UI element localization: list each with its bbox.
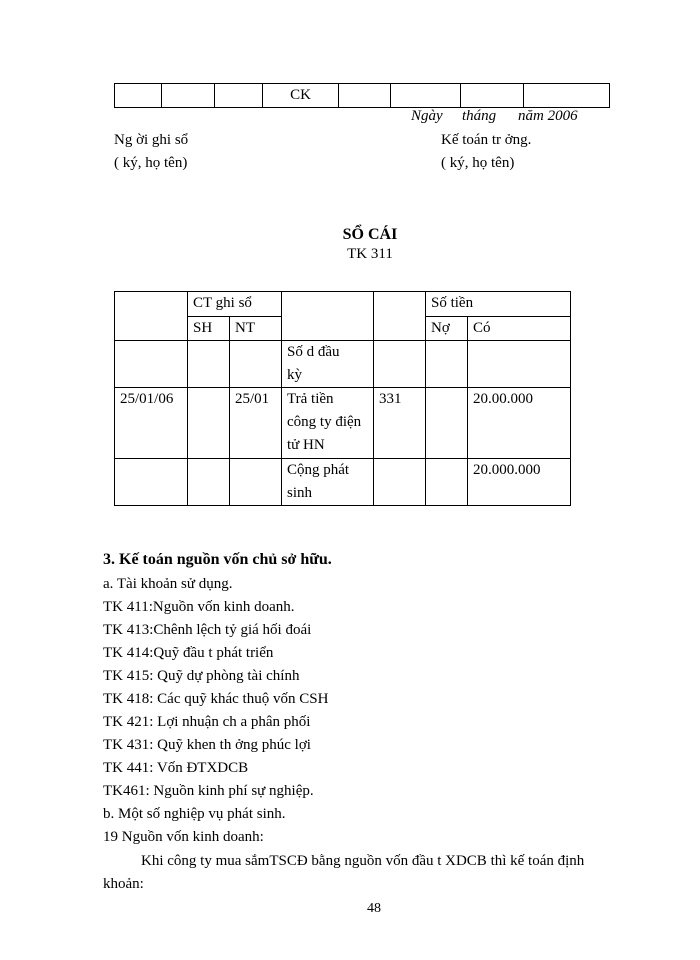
row-debit	[426, 341, 468, 388]
row-desc	[282, 459, 374, 506]
strip-row	[115, 84, 610, 108]
row-date: 25/01/06	[115, 388, 188, 459]
recorder-title: Ng ời ghi sổ	[114, 132, 189, 148]
section-line: TK 415: Quỹ dự phòng tài chính	[103, 668, 300, 684]
section-line: TK 413:Chênh lệch tỷ giá hối đoái	[103, 622, 312, 638]
general-ledger-table	[114, 291, 571, 506]
row-desc	[282, 388, 374, 459]
header-tk-cell	[374, 292, 426, 341]
row-nt	[230, 341, 282, 388]
row-credit: 20.000.000	[468, 459, 571, 506]
row-credit: 20.00.000	[468, 388, 571, 459]
row-tk	[374, 459, 426, 506]
strip-cell	[391, 84, 461, 108]
section-line: TK 441: Vốn ĐTXDCB	[103, 760, 249, 776]
section-line: TK461: Nguồn kinh phí sự nghiệp.	[103, 783, 314, 799]
row-desc-line: Trả tiền	[287, 391, 334, 407]
section-line: TK 431: Quỹ khen th ởng phúc lợi	[103, 737, 311, 753]
row-desc-line: công ty điện	[287, 414, 362, 430]
header-credit: Có	[468, 317, 571, 341]
chief-accountant-note: ( ký, họ tên)	[441, 155, 515, 171]
ledger-account: TK 311	[347, 246, 393, 262]
strip-cell-ck: CK	[263, 84, 339, 108]
row-desc-line: Số d đầu	[287, 344, 340, 360]
strip-cell	[524, 84, 610, 108]
strip-cell	[162, 84, 215, 108]
section-line: TK 411:Nguồn vốn kinh doanh.	[103, 599, 295, 615]
row-date	[115, 459, 188, 506]
header-nt: NT	[230, 317, 282, 341]
row-sh	[188, 459, 230, 506]
row-desc-line: kỳ	[287, 367, 302, 383]
ledger-header-row	[115, 292, 571, 317]
strip-cell	[115, 84, 162, 108]
page-number: 48	[367, 901, 381, 916]
row-credit	[468, 341, 571, 388]
header-amount-group: Số tiền	[426, 292, 571, 317]
section-line: TK 414:Quỹ đầu t phát triển	[103, 645, 274, 661]
strip-cell	[215, 84, 263, 108]
section-line: a. Tài khoản sử dụng.	[103, 576, 233, 592]
table-row	[115, 388, 571, 459]
header-ct-group: CT ghi sổ	[188, 292, 282, 317]
paragraph-line: khoản:	[103, 876, 144, 892]
row-desc-line: Cộng phát	[287, 462, 350, 478]
section-line: TK 421: Lợi nhuận ch a phân phối	[103, 714, 311, 730]
date-day-label: Ngày	[411, 108, 443, 124]
row-tk	[374, 341, 426, 388]
header-desc-cell	[282, 292, 374, 341]
row-date	[115, 341, 188, 388]
recorder-note: ( ký, họ tên)	[114, 155, 188, 171]
row-sh	[188, 341, 230, 388]
row-desc-line: sinh	[287, 485, 313, 501]
row-desc	[282, 341, 374, 388]
header-sh: SH	[188, 317, 230, 341]
row-desc-line: tử HN	[287, 437, 325, 453]
row-nt: 25/01	[230, 388, 282, 459]
strip-cell	[461, 84, 524, 108]
section-line: TK 418: Các quỹ khác thuộ vốn CSH	[103, 691, 329, 707]
header-date-cell	[115, 292, 188, 341]
date-year-label: năm 2006	[518, 108, 578, 124]
ledger-strip-table	[114, 83, 610, 108]
section-line: 19 Nguồn vốn kinh doanh:	[103, 829, 264, 845]
row-tk: 331	[374, 388, 426, 459]
paragraph-line: Khi công ty mua sắmTSCĐ bằng nguồn vốn đầu t XDCB thì kế toán định	[141, 853, 585, 869]
date-month-label: tháng	[462, 108, 497, 124]
row-sh	[188, 388, 230, 459]
ledger-title: SỔ CÁI	[342, 226, 398, 243]
table-row	[115, 341, 571, 388]
row-debit	[426, 388, 468, 459]
strip-cell	[339, 84, 391, 108]
chief-accountant-title: Kế toán tr ởng.	[441, 132, 532, 148]
section-heading: 3. Kế toán nguồn vốn chủ sở hữu.	[103, 551, 332, 568]
section-line: b. Một số nghiệp vụ phát sinh.	[103, 806, 286, 822]
row-nt	[230, 459, 282, 506]
header-debit: Nợ	[426, 317, 468, 341]
row-debit	[426, 459, 468, 506]
table-row	[115, 459, 571, 506]
